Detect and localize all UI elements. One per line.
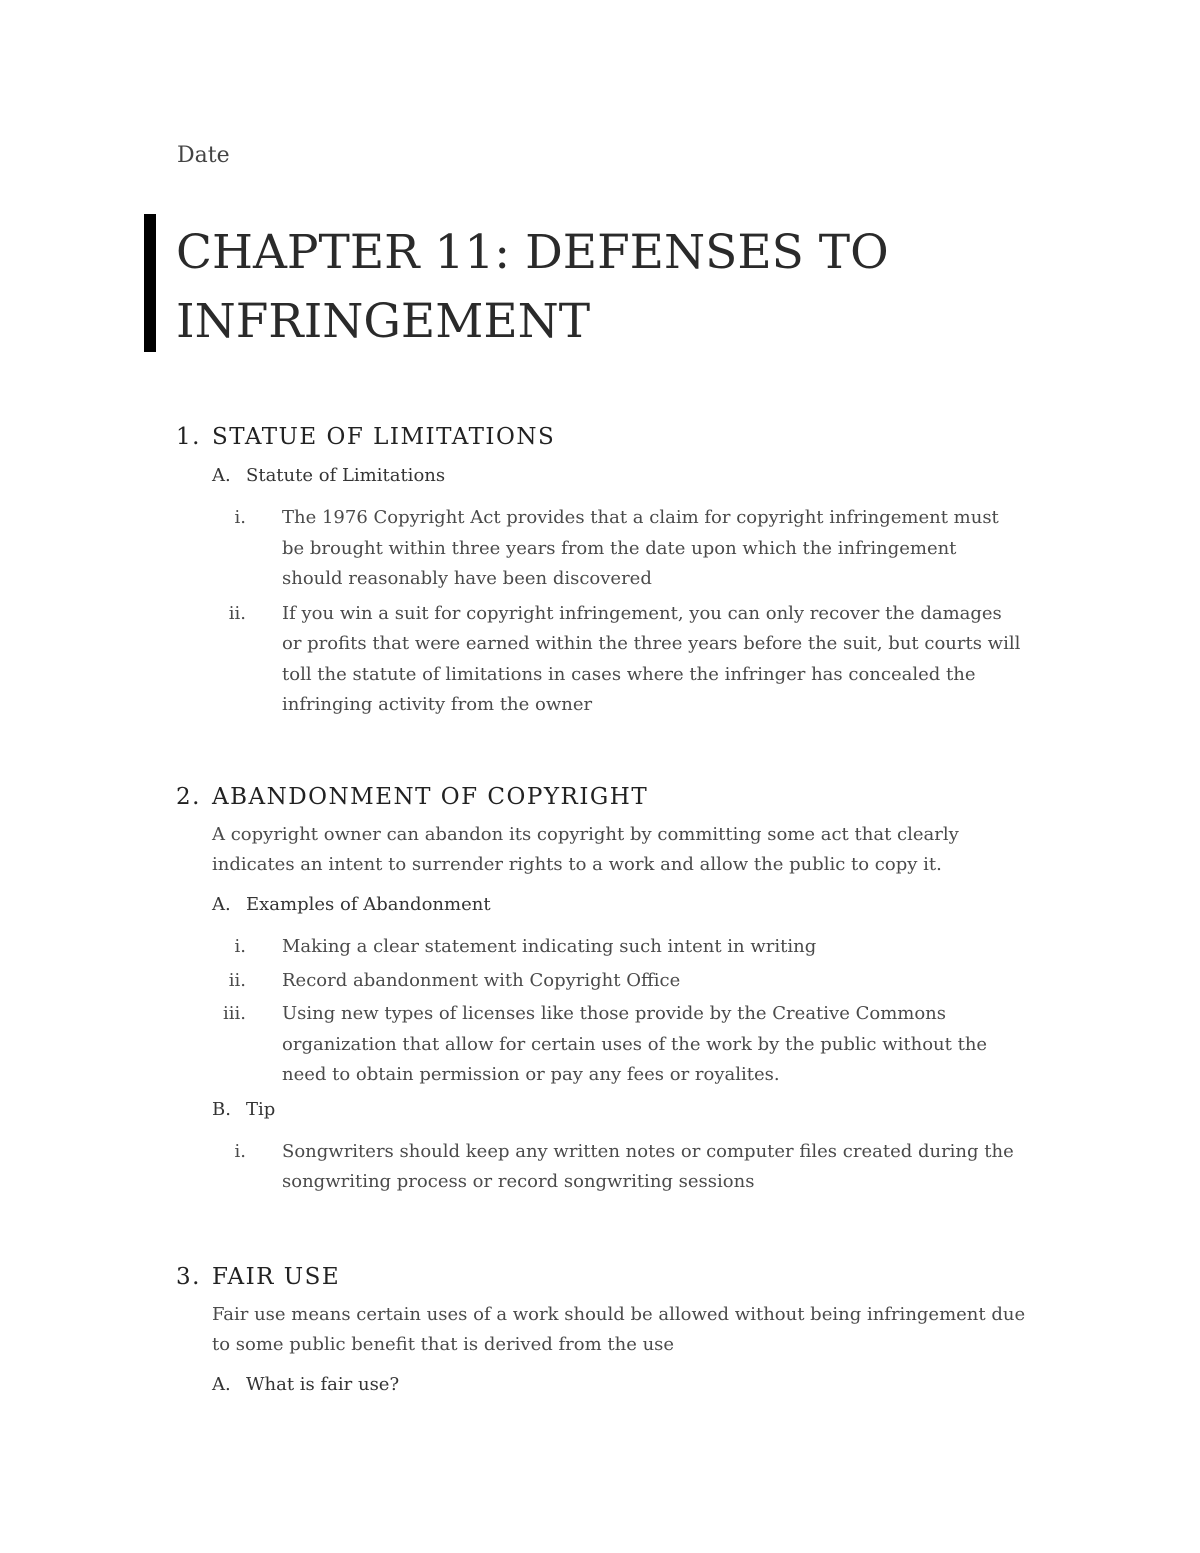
section-number: 1. [176,424,201,450]
item-text: Using new types of licenses like those provide by the Creative Commons organization that allow for certain uses of the work by the public without the need to obtain permission or pay any fees or royalites. [282,1003,988,1085]
section-number: 2. [176,784,201,810]
item-label: ii. [228,969,246,991]
section-abandonment [176,784,1036,1198]
list-item [176,599,1036,721]
list-item [176,932,1036,963]
subsection-title: What is fair use? [246,1374,400,1395]
subsection-label: A. [212,894,231,915]
item-text: Songwriters should keep any written notes or computer files created during the songwriting process or record songwriting sessions [282,1140,1014,1192]
section-heading: STATUE OF LIMITATIONS [212,424,556,450]
subsection-label: B. [212,1098,231,1120]
item-label: i. [234,507,246,528]
item-text: If you win a suit for copyright infringement, you can only recover the damages or profits that were earned within the three years before the suit, but courts will toll the statute of limitations in cases where the infringer has concealed the infringing activity from the owner [282,602,1021,715]
list-item [176,966,1036,997]
section-heading: ABANDONMENT OF COPYRIGHT [212,784,649,810]
section-intro: Fair use means certain uses of a work should be allowed without being infringement due to some public benefit that is derived from the use [212,1304,1026,1355]
subsection-title: Examples of Abandonment [246,894,491,915]
item-text: Making a clear statement indicating such intent in writing [282,936,817,957]
title-accent-bar [144,214,156,352]
subsection-title: Tip [246,1098,276,1120]
list-item [176,1137,1036,1198]
item-label: ii. [228,602,246,624]
chapter-title: CHAPTER 11: DEFENSES TO INFRINGEMENT [176,225,889,349]
section-statute-of-limitations [176,424,1036,721]
subsection [176,461,1036,491]
subsection [176,890,1036,920]
item-label: iii. [223,1003,246,1024]
section-fair-use [176,1264,1036,1400]
subsection-label: A. [212,465,231,486]
list-item [176,999,1036,1091]
item-label: i. [234,1140,246,1162]
date-label: Date [177,143,230,168]
subsection [176,1370,1036,1400]
subsection [176,1095,1036,1125]
section-heading: FAIR USE [212,1264,341,1290]
subsection-title: Statute of Limitations [246,465,446,486]
section-number: 3. [176,1264,201,1290]
item-text: The 1976 Copyright Act provides that a claim for copyright infringement must be brought within three years from the date upon which the infringement should reasonably have been discovered [282,507,999,589]
subsection-label: A. [212,1374,231,1395]
item-text: Record abandonment with Copyright Office [282,969,681,991]
list-item [176,503,1036,595]
item-label: i. [234,936,246,957]
section-intro: A copyright owner can abandon its copyright by committing some act that clearly indicates an intent to surrender rights to a work and allow the public to copy it. [212,824,959,875]
